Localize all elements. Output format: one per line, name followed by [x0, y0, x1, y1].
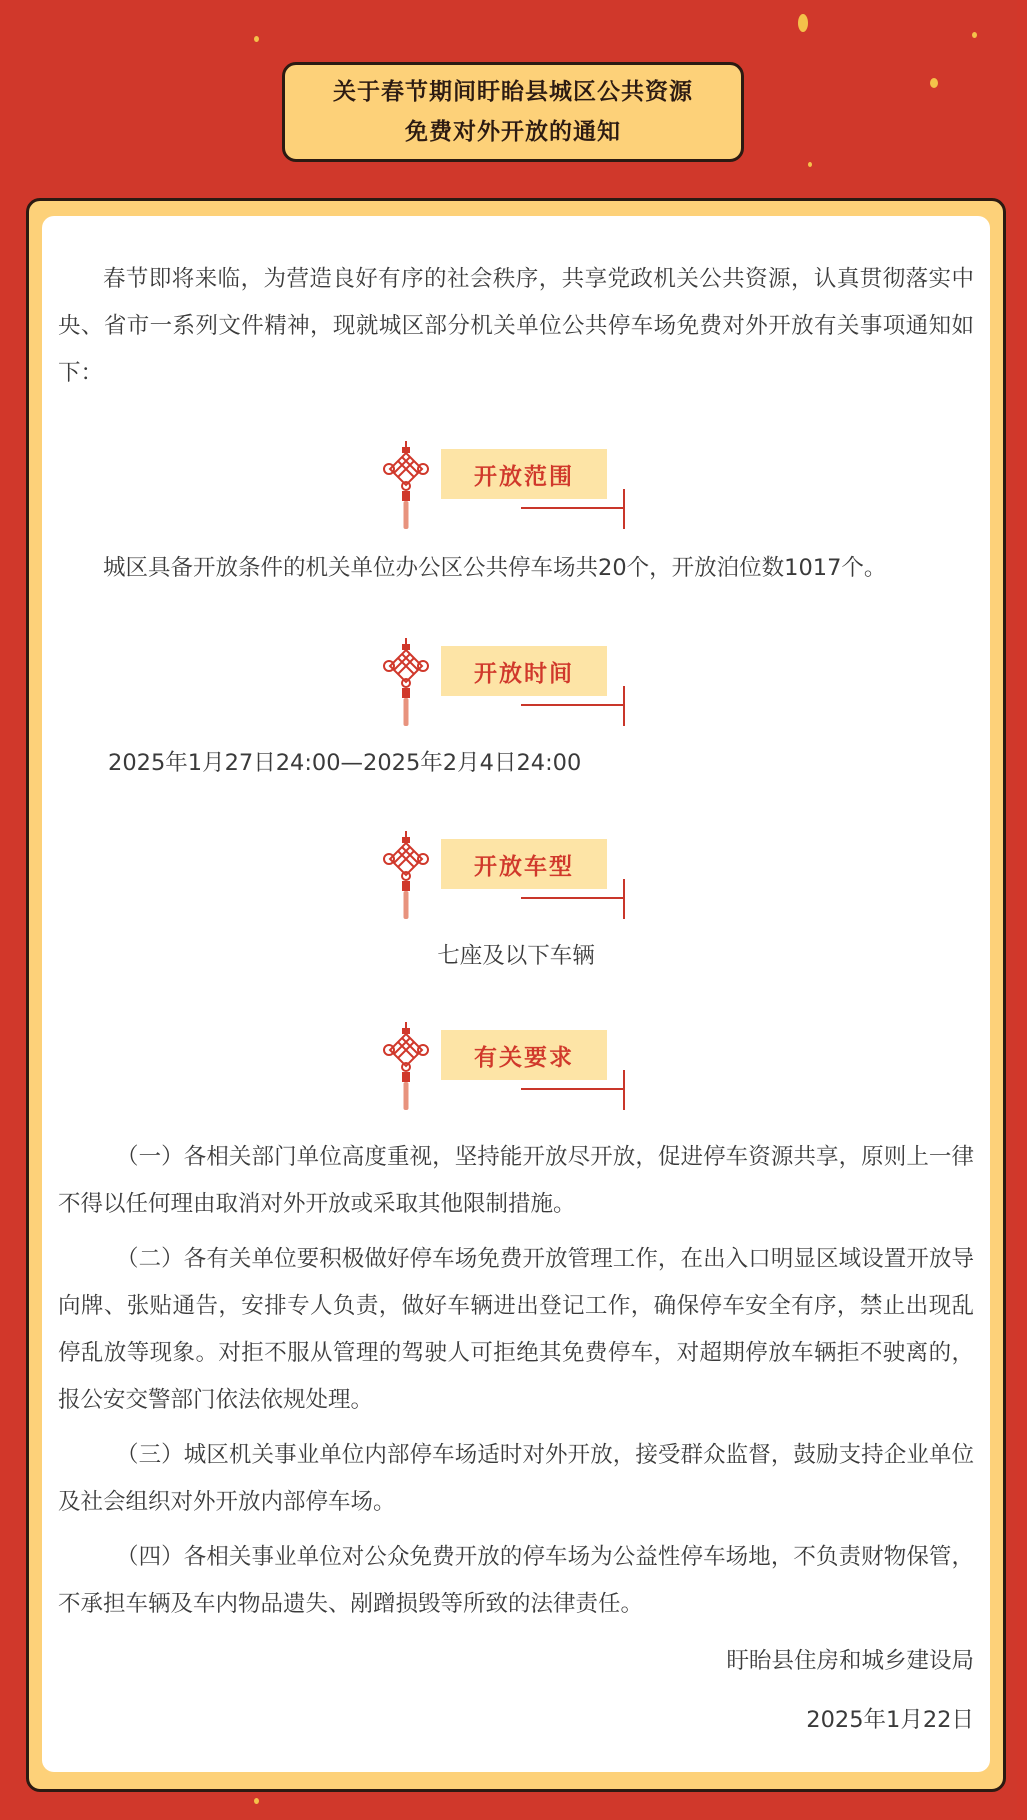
heading-divider	[623, 489, 625, 529]
section-body-time: 2025年1月27日24:00—2025年2月4日24:00	[108, 750, 582, 776]
section-heading-label: 开放时间	[441, 646, 607, 696]
requirement-item-3: （三）城区机关事业单位内部停车场适时对外开放，接受群众监督，鼓励支持企业单位及社会组织对外开放内部停车场。	[58, 1442, 974, 1515]
sparkle-decoration	[930, 78, 938, 88]
heading-divider	[623, 879, 625, 919]
chinese-knot-icon	[381, 831, 431, 921]
sparkle-decoration	[254, 1798, 259, 1804]
sparkle-decoration	[254, 36, 259, 42]
heading-divider	[521, 704, 625, 706]
heading-divider	[521, 1088, 625, 1090]
sparkle-decoration	[808, 162, 812, 167]
notice-content	[58, 216, 974, 1744]
title-line-2: 免费对外开放的通知	[405, 119, 621, 145]
heading-divider	[623, 1070, 625, 1110]
chinese-knot-icon	[381, 441, 431, 531]
section-heading-scope	[381, 441, 651, 531]
section-heading-label: 有关要求	[441, 1030, 607, 1080]
requirement-item-1: （一）各相关部门单位高度重视，坚持能开放尽开放，促进停车资源共享，原则上一律不得以任何理由取消对外开放或采取其他限制措施。	[58, 1144, 974, 1217]
heading-divider	[521, 507, 625, 509]
section-heading-label: 开放范围	[441, 449, 607, 499]
requirement-item-4: （四）各相关事业单位对公众免费开放的停车场为公益性停车场地，不负责财物保管，不承担车辆及车内物品遗失、剐蹭损毁等所致的法律责任。	[58, 1544, 974, 1617]
sparkle-decoration	[972, 32, 977, 38]
section-heading-label: 开放车型	[441, 839, 607, 889]
sparkle-decoration	[798, 14, 808, 32]
signature-org: 盱眙县住房和城乡建设局	[726, 1648, 974, 1674]
intro-paragraph: 春节即将来临，为营造良好有序的社会秩序，共享党政机关公共资源，认真贯彻落实中央、省市一系列文件精神，现就城区部分机关单位公共停车场免费对外开放有关事项通知如下：	[58, 266, 974, 386]
notice-title-box	[282, 62, 744, 162]
section-heading-vehicles	[381, 831, 651, 921]
heading-divider	[623, 686, 625, 726]
signature-date: 2025年1月22日	[806, 1707, 974, 1733]
section-heading-time	[381, 638, 651, 728]
chinese-knot-icon	[381, 638, 431, 728]
section-body-vehicles: 七座及以下车辆	[437, 943, 595, 969]
title-line-1: 关于春节期间盱眙县城区公共资源	[333, 79, 693, 105]
section-heading-requirements	[381, 1022, 651, 1112]
chinese-knot-icon	[381, 1022, 431, 1112]
requirement-item-2: （二）各有关单位要积极做好停车场免费开放管理工作，在出入口明显区域设置开放导向牌、张贴通告，安排专人负责，做好车辆进出登记工作，确保停车安全有序，禁止出现乱停乱放等现象。对拒不服从管理的驾驶人可拒绝其免费停车，对超期停放车辆拒不驶离的，报公安交警部门依法依规处理。	[58, 1246, 974, 1413]
heading-divider	[521, 897, 625, 899]
section-body-scope: 城区具备开放条件的机关单位办公区公共停车场共20个，开放泊位数1017个。	[103, 555, 887, 581]
